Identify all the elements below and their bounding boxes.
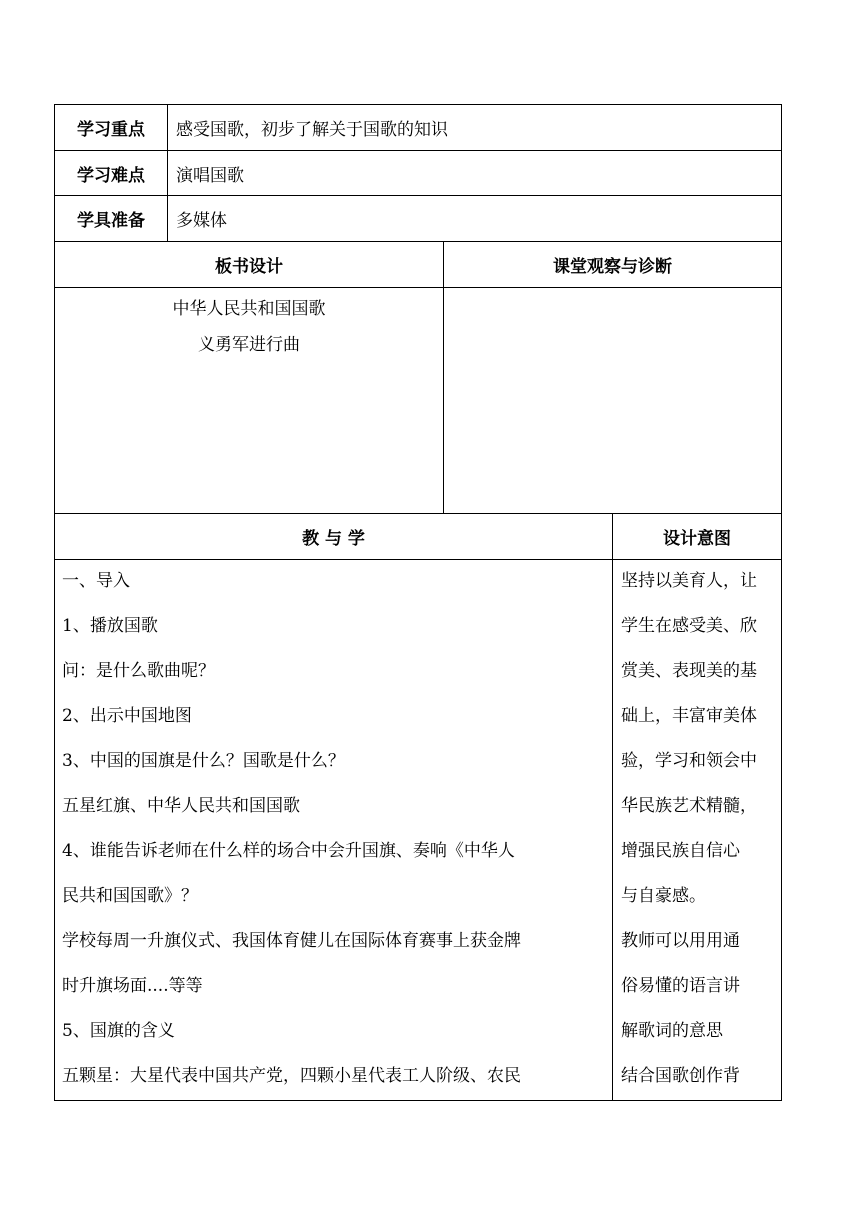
teaching-line: 时升旗场面....等等 (62, 976, 203, 996)
teaching-line: 3、中国的国旗是什么？国歌是什么？ (62, 751, 345, 771)
board-table (54, 241, 782, 514)
teaching-line: 5、国旗的含义 (62, 1021, 175, 1041)
row-value: 演唱国歌 (168, 151, 782, 196)
row-label: 学具准备 (55, 196, 168, 242)
teaching-line: 一、导入 (62, 571, 130, 591)
teaching-line: 2、出示中国地图 (62, 706, 192, 726)
intent-line: 学生在感受美、欣 (621, 616, 757, 636)
intent-header: 设计意图 (613, 514, 782, 560)
row-value: 感受国歌，初步了解关于国歌的知识 (168, 105, 782, 151)
teaching-line: 4、谁能告诉老师在什么样的场合中会升国旗、奏响《中华人 (62, 841, 515, 861)
row-value: 多媒体 (168, 196, 782, 242)
info-row-focus (55, 105, 782, 151)
intent-line: 验，学习和领会中 (621, 751, 757, 771)
teaching-lines (55, 559, 612, 1099)
intent-line: 华民族艺术精髓， (621, 796, 757, 816)
info-row-difficulty (55, 151, 782, 196)
teaching-line: 问：是什么歌曲呢？ (62, 661, 215, 681)
intent-line: 与自豪感。 (621, 886, 706, 906)
info-table (54, 104, 782, 242)
row-label: 学习重点 (55, 105, 168, 151)
teaching-line: 五星红旗、中华人民共和国国歌 (62, 796, 300, 816)
intent-content (613, 560, 782, 1101)
intent-lines (613, 559, 781, 1099)
teaching-line: 民共和国国歌》？ (62, 886, 198, 906)
teaching-line: 1、播放国歌 (62, 616, 158, 636)
intent-line: 俗易懂的语言讲 (621, 976, 740, 996)
teaching-content (55, 560, 613, 1101)
teaching-table (54, 513, 782, 1101)
board-line-2: 义勇军进行曲 (198, 335, 300, 355)
intent-line: 解歌词的意思 (621, 1021, 723, 1041)
intent-line: 础上，丰富审美体 (621, 706, 757, 726)
info-row-materials (55, 196, 782, 242)
board-content (55, 288, 444, 514)
intent-line: 教师可以用用通 (621, 931, 740, 951)
board-design-header: 板书设计 (55, 242, 444, 288)
teaching-header: 教 与 学 (55, 514, 613, 560)
intent-line: 增强民族自信心 (621, 841, 740, 861)
teaching-line: 五颗星：大星代表中国共产党，四颗小星代表工人阶级、农民 (62, 1066, 521, 1086)
teaching-line: 学校每周一升旗仪式、我国体育健儿在国际体育赛事上获金牌 (62, 931, 521, 951)
observation-content (444, 288, 782, 514)
board-line-1: 中华人民共和国国歌 (172, 299, 326, 319)
intent-line: 赏美、表现美的基 (621, 661, 757, 681)
row-label: 学习难点 (55, 151, 168, 196)
observation-header: 课堂观察与诊断 (444, 242, 782, 288)
intent-line: 结合国歌创作背 (621, 1066, 740, 1086)
intent-line: 坚持以美育人，让 (621, 571, 757, 591)
